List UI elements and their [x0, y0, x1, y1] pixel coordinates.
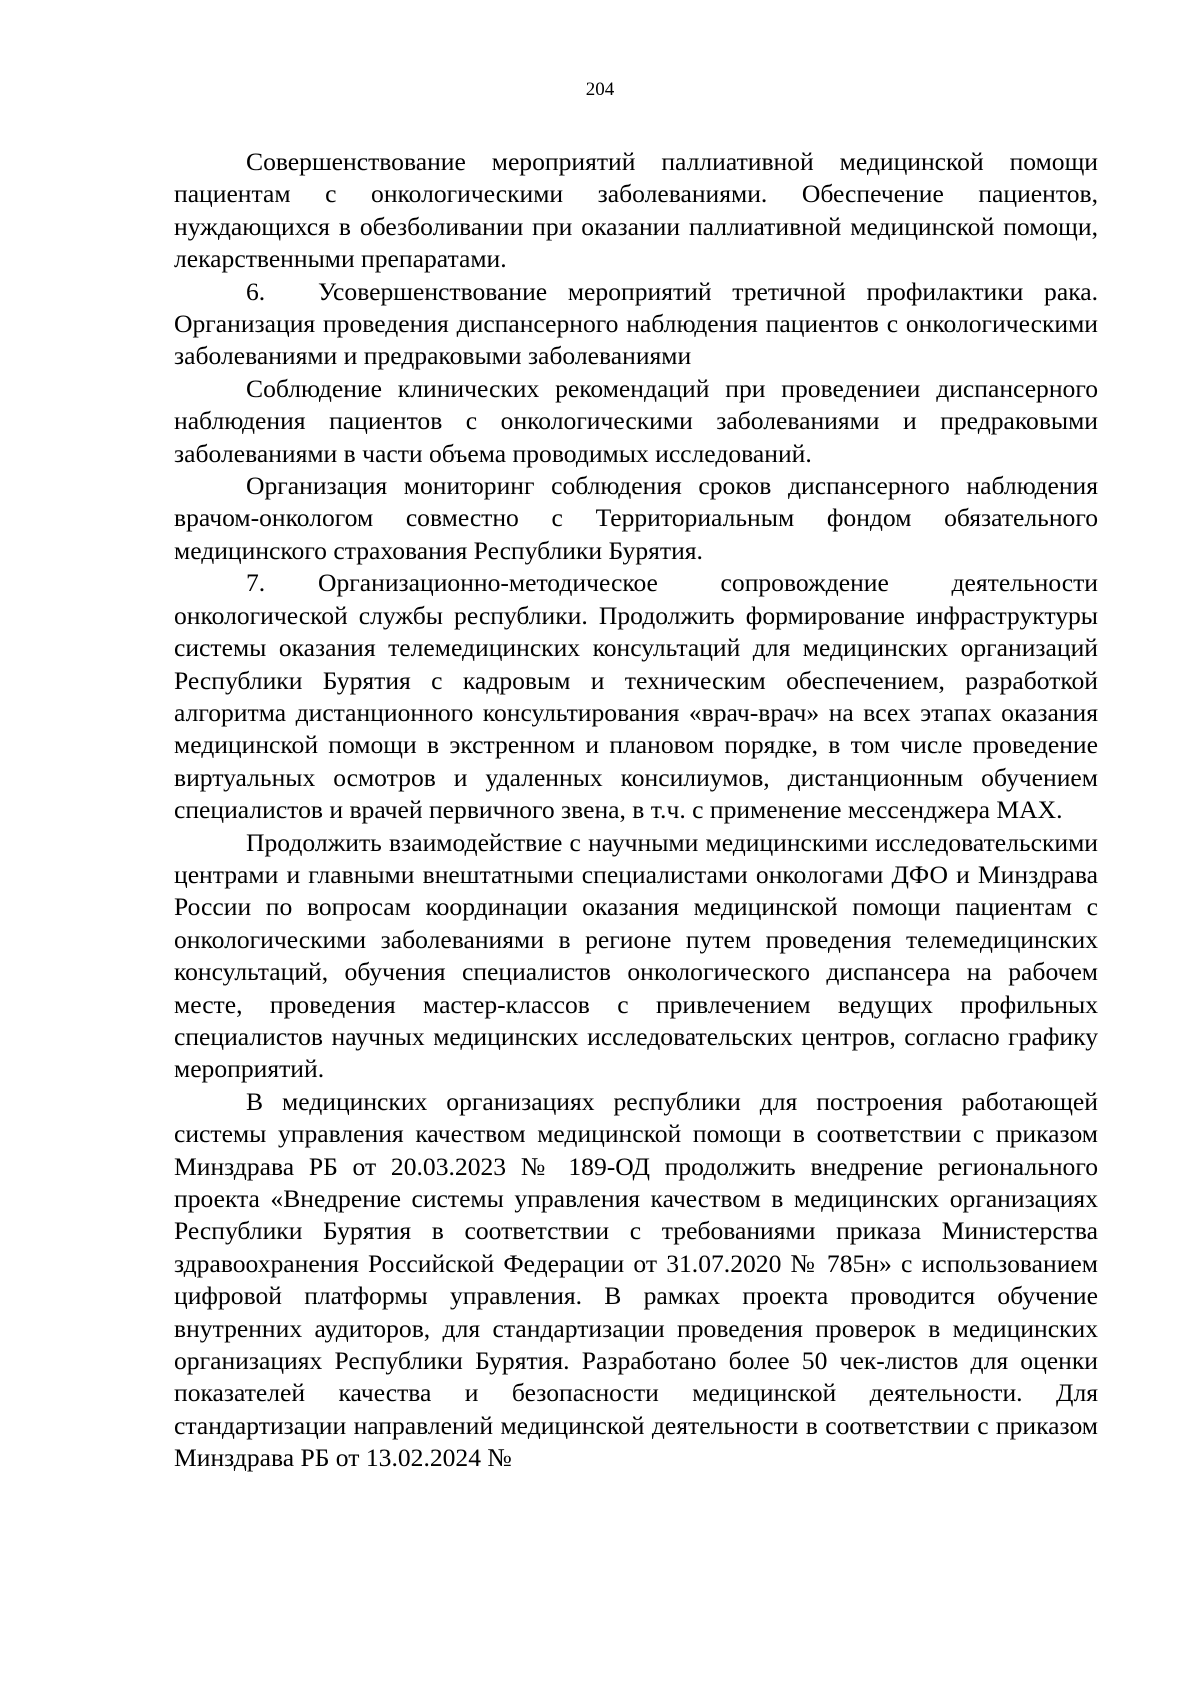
paragraph-text: Организация мониторинг соблюдения сроков диспансерного наблюдения врачом-онкологом совместно с Территориальным фондом обязательного медицинского страхования Республики Бурятия. — [174, 471, 1098, 565]
paragraph-number: 7. — [246, 568, 266, 598]
paragraph-numbered — [174, 276, 1098, 373]
document-body — [174, 146, 1098, 1475]
paragraph-text: Организационно-методическое сопровождение деятельности онкологической службы республики. Продолжить формирование инфраструктуры системы оказания телемедицинских консультаций для медицинских организаций Республики Бурятия с кадровым и техническим обеспечением, разработкой алгоритма дистанционного консультирования «врач-врач» на всех этапах оказания медицинской помощи в экстренном и плановом порядке, в том числе проведение виртуальных осмотров и удаленных консилиумов, дистанционным обучением специалистов и врачей первичного звена, в т.ч. с применение мессенджера MAX. — [174, 568, 1098, 825]
paragraph-text: Продолжить взаимодействие с научными медицинскими исследовательскими центрами и главными внештатными специалистами онкологами ДФО и Минздрава России по вопросам координации оказания медицинской помощи пациентам с онкологическими заболеваниями в регионе путем проведения телемедицинских консультаций, обучения специалистов онкологического диспансера на рабочем месте, проведения мастер-классов с привлечением ведущих профильных специалистов научных медицинских исследовательских центров, согласно графику мероприятий. — [174, 827, 1098, 1084]
paragraph — [174, 146, 1098, 276]
paragraph — [174, 373, 1098, 470]
paragraph — [174, 1086, 1098, 1475]
paragraph-text: Совершенствование мероприятий паллиативной медицинской помощи пациентам с онкологическими заболеваниями. Обеспечение пациентов, нуждающихся в обезболивании при оказании паллиативной медицинской помощи, лекарственными препаратами. — [174, 147, 1098, 274]
paragraph-text: Соблюдение клинических рекомендаций при проведениеи диспансерного наблюдения пациентов с онкологическими заболеваниями и предраковыми заболеваниями в части объема проводимых исследований. — [174, 373, 1098, 468]
paragraph-text: В медицинских организациях республики для построения работающей системы управления качеством медицинской помощи в соответствии с приказом Минздрава РБ от 20.03.2023 № 189-ОД продолжить внедрение регионального проекта «Внедрение системы управления качеством в медицинских организациях Республики Бурятия в соответствии с требованиями приказа Министерства здравоохранения Российской Федерации от 31.07.2020 № 785н» с использованием цифровой платформы управления. В рамках проекта проводится обучение внутренних аудиторов, для стандартизации проведения проверок в медицинских организациях Республики Бурятия. Разработано более 50 чек-листов для оценки показателей качества и безопасности медицинской деятельности. Для стандартизации направлений медицинской деятельности в соответствии с приказом Минздрава РБ от 13.02.2024 № — [174, 1086, 1098, 1473]
paragraph-numbered — [174, 567, 1098, 826]
paragraph-text: Усовершенствование мероприятий третичной профилактики рака. Организация проведения диспансерного наблюдения пациентов с онкологическими заболеваниями и предраковыми заболеваниями — [174, 276, 1098, 371]
paragraph — [174, 827, 1098, 1086]
paragraph — [174, 470, 1098, 567]
page-number: 204 — [585, 79, 615, 100]
paragraph-number: 6. — [246, 276, 266, 306]
